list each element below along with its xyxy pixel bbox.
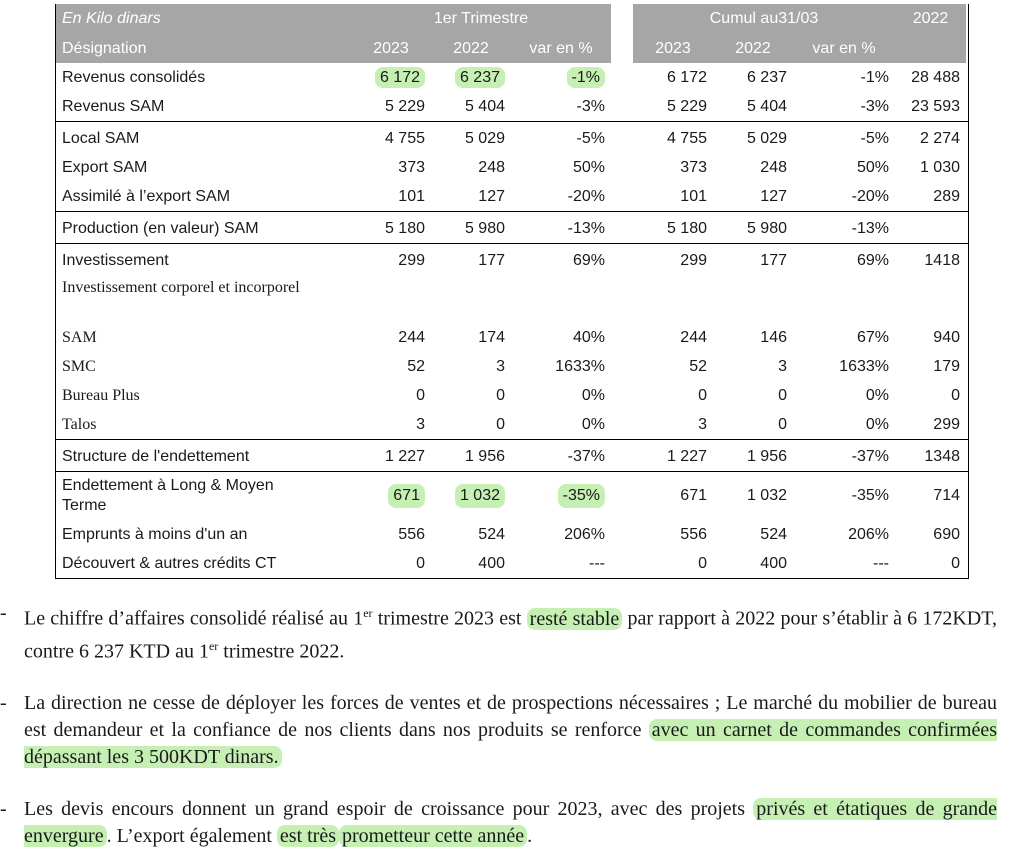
- table-row: [56, 92, 968, 121]
- value: 2 274: [919, 130, 960, 147]
- value: 28 488: [911, 69, 960, 86]
- value: 5 404: [746, 98, 787, 115]
- value: 690: [933, 526, 960, 543]
- value: 50%: [572, 159, 605, 176]
- row-label: Investissement corporel et incorporel: [62, 279, 300, 296]
- row-label: Local SAM: [62, 130, 140, 147]
- gap: [611, 4, 633, 34]
- value: 6 172: [666, 69, 707, 86]
- row-label: Assimilé à l’export SAM: [62, 188, 231, 205]
- value: 714: [933, 487, 960, 504]
- bullet-sales: - La direction ne cesse de déployer les forces de ventes et de prospections nécessaires ; Le marché du mobilier de bureau est demandeur et la confiance de nos clients dans nos produits se renforce avec un carnet de commandes confirmées dépassant les 3 500KDT dinars.: [0, 692, 997, 769]
- value: 5 404: [464, 98, 505, 115]
- value: 4 755: [384, 130, 425, 147]
- value: 5 229: [666, 98, 707, 115]
- row-label: Structure de l'endettement: [62, 448, 250, 465]
- value: 3: [698, 416, 707, 433]
- col-2022: 2022: [431, 34, 511, 63]
- value: 174: [478, 329, 505, 346]
- value: 0: [496, 416, 505, 433]
- row-label: Export SAM: [62, 159, 148, 176]
- highlight: prometteur cette année: [339, 825, 527, 847]
- table-row: [56, 352, 968, 381]
- table-row: [56, 243, 968, 275]
- row-label: Emprunts à moins d'un an: [62, 526, 248, 543]
- value: 127: [760, 188, 787, 205]
- value: 0: [951, 387, 960, 404]
- col-2023-cumul: 2023: [633, 34, 713, 63]
- value: 52: [407, 358, 425, 375]
- value: 671: [680, 487, 707, 504]
- value: 101: [680, 188, 707, 205]
- value: 0: [951, 555, 960, 572]
- gap: [611, 34, 633, 63]
- value: 206%: [564, 526, 605, 543]
- value: ---: [589, 555, 605, 572]
- value: 5 180: [384, 220, 425, 237]
- value: 179: [933, 358, 960, 375]
- value: 206%: [848, 526, 889, 543]
- row-label: Bureau Plus: [62, 387, 140, 404]
- value: -35%: [558, 484, 605, 508]
- table-row: [56, 121, 968, 153]
- value: 3: [496, 358, 505, 375]
- value: -1%: [860, 69, 889, 86]
- table-row: [56, 520, 968, 549]
- table-row: [56, 211, 968, 243]
- table-row: [56, 182, 968, 211]
- value: 1 956: [464, 448, 505, 465]
- value: 1418: [924, 252, 960, 269]
- value: -3%: [576, 98, 605, 115]
- value: 244: [680, 329, 707, 346]
- value: 400: [760, 555, 787, 572]
- dash-bullet: -: [0, 692, 7, 715]
- financial-table: [55, 4, 969, 579]
- value: -13%: [851, 220, 889, 237]
- value: 1 227: [384, 448, 425, 465]
- value: 0: [416, 555, 425, 572]
- value: 0%: [581, 416, 605, 433]
- dash-bullet: -: [0, 798, 7, 821]
- value: -3%: [860, 98, 889, 115]
- value: 50%: [856, 159, 889, 176]
- value: ---: [873, 555, 889, 572]
- bullet-outlook: - Les devis encours donnent un grand espoir de croissance pour 2023, avec des projets privés et étatiques de grande envergure . L’export également est très prometteur cette année .: [0, 798, 997, 848]
- value: 5 980: [464, 220, 505, 237]
- highlight: privés et étatiques de grande envergure: [24, 798, 997, 848]
- value: -1%: [567, 67, 605, 88]
- commentary: [0, 600, 1013, 850]
- value: 0%: [865, 387, 889, 404]
- value: 0: [778, 387, 787, 404]
- group-q1: 1er Trimestre: [351, 4, 611, 34]
- value: 0: [698, 387, 707, 404]
- value: 1633%: [555, 358, 605, 375]
- value: 23 593: [911, 98, 960, 115]
- value: 1 227: [666, 448, 707, 465]
- value: 69%: [856, 252, 889, 269]
- value: -35%: [851, 487, 889, 504]
- row-label: Endettement à Long & Moyen Terme: [62, 477, 274, 514]
- table-header-sub: [56, 34, 968, 63]
- value: 4 755: [666, 130, 707, 147]
- value: 400: [478, 555, 505, 572]
- value: -37%: [567, 448, 605, 465]
- unit-label: En Kilo dinars: [56, 4, 351, 34]
- value: 0: [496, 387, 505, 404]
- col-var: var en %: [511, 34, 611, 63]
- row-label: Découvert & autres crédits CT: [62, 555, 277, 572]
- value: 248: [760, 159, 787, 176]
- value: 0: [416, 387, 425, 404]
- value: [895, 214, 966, 243]
- value: 6 237: [746, 69, 787, 86]
- table-row: [56, 63, 968, 92]
- highlight: est très: [277, 825, 339, 847]
- bullet-revenue: - Le chiffre d’affaires consolidé réalisé au 1er trimestre 2023 est resté stable par rapport à 2022 pour s’établir à 6 172KDT, contre 6 237 KTD au 1er trimestre 2022.: [0, 602, 997, 663]
- value: 556: [680, 526, 707, 543]
- value: -20%: [567, 188, 605, 205]
- table-row: [56, 410, 968, 439]
- value: 299: [680, 252, 707, 269]
- value: -20%: [851, 188, 889, 205]
- value: 299: [933, 416, 960, 433]
- value: -13%: [567, 220, 605, 237]
- value: 0: [698, 555, 707, 572]
- value: 556: [398, 526, 425, 543]
- value: 1 032: [455, 484, 505, 508]
- table-row: [56, 381, 968, 410]
- value: 1 030: [919, 159, 960, 176]
- value: 146: [760, 329, 787, 346]
- value: 3: [416, 416, 425, 433]
- value: 5 029: [746, 130, 787, 147]
- value: -5%: [860, 130, 889, 147]
- value: 299: [398, 252, 425, 269]
- table-row: [56, 439, 968, 471]
- col-2022-year: [895, 34, 966, 63]
- value: 6 172: [375, 67, 425, 88]
- highlight: resté stable: [527, 608, 623, 630]
- row-label: Investissement: [62, 252, 169, 269]
- value: 40%: [572, 329, 605, 346]
- col-2022-cumul: 2022: [713, 34, 793, 63]
- value: 5 180: [666, 220, 707, 237]
- value: 940: [933, 329, 960, 346]
- value: 67%: [856, 329, 889, 346]
- value: 248: [478, 159, 505, 176]
- value: 1633%: [839, 358, 889, 375]
- table-header-top: [56, 4, 968, 34]
- col-designation: Désignation: [56, 34, 351, 63]
- table-row: [56, 323, 968, 352]
- value: 0%: [865, 416, 889, 433]
- value: 127: [478, 188, 505, 205]
- value: 3: [778, 358, 787, 375]
- value: 289: [933, 188, 960, 205]
- value: 101: [398, 188, 425, 205]
- value: 5 029: [464, 130, 505, 147]
- col-2023: 2023: [351, 34, 431, 63]
- value: 69%: [572, 252, 605, 269]
- group-2022: 2022: [895, 4, 966, 34]
- table-row: [56, 153, 968, 182]
- row-label: Production (en valeur) SAM: [62, 220, 259, 237]
- row-label: Talos: [62, 416, 97, 433]
- value: 524: [760, 526, 787, 543]
- table-row: [56, 471, 968, 520]
- col-var-cumul: var en %: [793, 34, 895, 63]
- value: 671: [388, 484, 425, 508]
- table-row: [56, 549, 968, 578]
- value: 524: [478, 526, 505, 543]
- row-label: SMC: [62, 358, 96, 375]
- row-label: Revenus SAM: [62, 98, 165, 115]
- value: 6 237: [455, 67, 505, 88]
- value: 5 229: [384, 98, 425, 115]
- value: 244: [398, 329, 425, 346]
- dash-bullet: -: [0, 602, 7, 624]
- value: 177: [478, 252, 505, 269]
- value: 373: [680, 159, 707, 176]
- value: -37%: [851, 448, 889, 465]
- value: 177: [760, 252, 787, 269]
- value: 0%: [581, 387, 605, 404]
- row-label: Revenus consolidés: [62, 69, 206, 86]
- value: -5%: [576, 130, 605, 147]
- value: 1 956: [746, 448, 787, 465]
- value: 373: [398, 159, 425, 176]
- row-label: SAM: [62, 329, 97, 346]
- highlight: avec un carnet de commandes confirmées dépassant les 3 500KDT dinars.: [24, 719, 997, 769]
- group-cumul: Cumul au31/03: [633, 4, 895, 34]
- value: 5 980: [746, 220, 787, 237]
- value: 1348: [924, 448, 960, 465]
- value: 0: [778, 416, 787, 433]
- value: 1 032: [746, 487, 787, 504]
- table-row: [56, 275, 968, 323]
- value: 52: [689, 358, 707, 375]
